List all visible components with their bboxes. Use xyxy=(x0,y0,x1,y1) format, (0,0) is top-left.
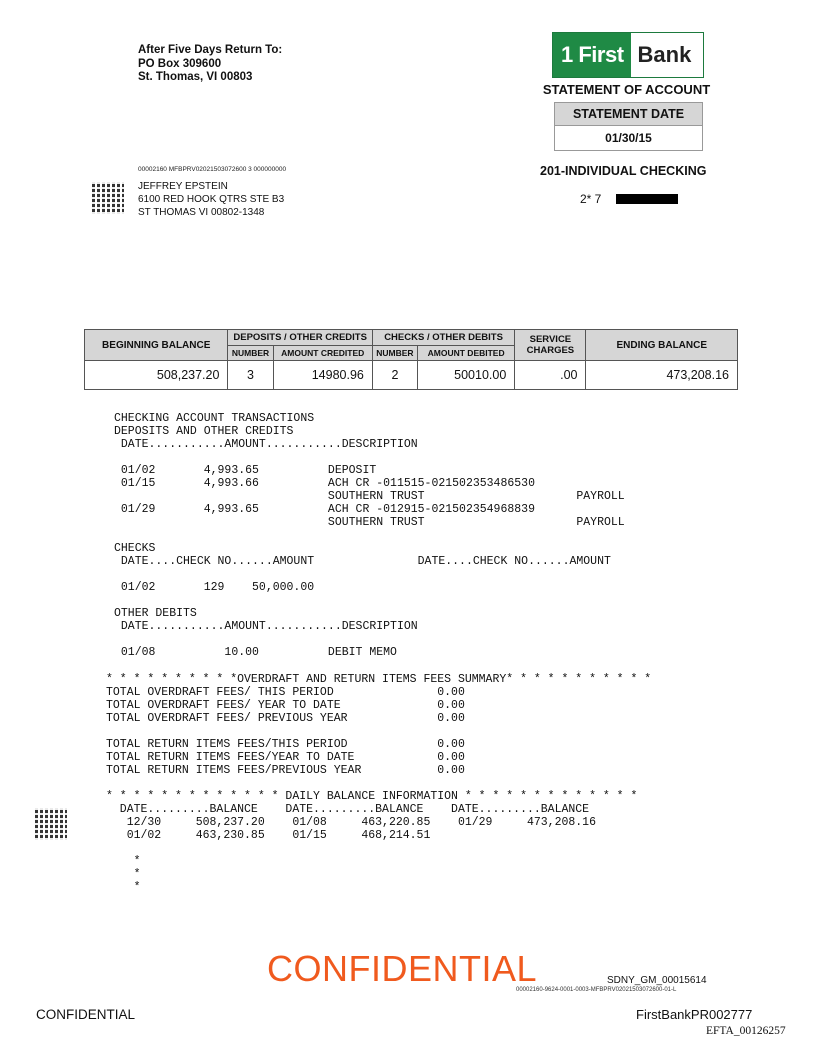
header-chk-number: NUMBER xyxy=(372,346,417,361)
qr-code-icon xyxy=(35,808,67,840)
header-ending-balance: ENDING BALANCE xyxy=(586,330,738,361)
header-amount-credited: AMOUNT CREDITED xyxy=(273,346,372,361)
firstbank-bates: FirstBankPR002777 xyxy=(636,1007,753,1022)
mail-line1: 6100 RED HOOK QTRS STE B3 xyxy=(138,194,285,205)
qr-code-icon xyxy=(92,182,124,214)
logo-bank: Bank xyxy=(637,42,692,67)
statement-title: STATEMENT OF ACCOUNT xyxy=(542,82,711,97)
mail-name: JEFFREY EPSTEIN xyxy=(138,181,228,192)
confidential-label: CONFIDENTIAL xyxy=(36,1007,136,1022)
statement-date-box xyxy=(554,102,703,151)
account-summary-table xyxy=(84,329,738,390)
value-dep-number: 3 xyxy=(228,361,273,390)
statement-date-label: STATEMENT DATE xyxy=(555,103,702,126)
logo-first: 1 First xyxy=(553,33,631,77)
barcode-text: 00002160 MFBPRV02021503072600 3 000000000 xyxy=(138,166,287,173)
return-address-line2: PO Box 309600 xyxy=(138,57,222,70)
bank-logo xyxy=(552,32,704,78)
header-dep-number: NUMBER xyxy=(228,346,273,361)
header-deposits: DEPOSITS / OTHER CREDITS xyxy=(228,330,372,346)
redaction-bar xyxy=(616,194,678,204)
header-beginning-balance: BEGINNING BALANCE xyxy=(85,330,228,361)
reference-code: 00002160-9624-0001-0003-MFBPRV02021503072600-01-L xyxy=(516,987,677,993)
efta-number: EFTA_00126257 xyxy=(706,1025,786,1037)
mailing-address xyxy=(138,180,284,219)
value-dep-amount: 14980.96 xyxy=(273,361,372,390)
account-number: 2* 7 xyxy=(580,192,602,206)
value-beginning-balance: 508,237.20 xyxy=(85,361,228,390)
value-chk-amount: 50010.00 xyxy=(417,361,514,390)
sdny-bates: SDNY_GM_00015614 xyxy=(607,975,707,986)
value-ending-balance: 473,208.16 xyxy=(586,361,738,390)
value-service-charges: .00 xyxy=(515,361,586,390)
return-address xyxy=(138,44,282,85)
transactions-section: CHECKING ACCOUNT TRANSACTIONS DEPOSITS AND OTHER CREDITS DATE...........AMOUNT...........DESCRIPTION 01/02 4,993.65 DEPOSIT 01/15 4,993.66 ACH CR -011515-021502353486530 SOUTHERN TRUST PAYROLL 01/29 4,993.65 ACH CR -012915-021502354968839 SOUTHERN TRUST PAYROLL CHECKS DATE....CHECK NO......AMOUNT DATE....CHECK NO......AMOUNT 01/02 129 50,000.00 OTHER DEBITS DATE...........AMOUNT...........DESCRIPTION 01/08 10.00 DEBIT MEMO xyxy=(114,412,625,659)
return-address-line1: After Five Days Return To: xyxy=(138,44,283,56)
account-type: 201-INDIVIDUAL CHECKING xyxy=(540,164,707,178)
confidential-stamp: CONFIDENTIAL xyxy=(267,948,538,989)
return-address-line3: St. Thomas, VI 00803 xyxy=(138,71,253,83)
header-amount-debited: AMOUNT DEBITED xyxy=(417,346,514,361)
fees-and-balance-section: * * * * * * * * * *OVERDRAFT AND RETURN ITEMS FEES SUMMARY* * * * * * * * * * * TOTAL OVERDRAFT FEES/ THIS PERIOD 0.00 TOTAL OVERDRAFT FEES/ YEAR TO DATE 0.00 TOTAL OVERDRAFT FEES/ PREVIOUS YEAR 0.00 TOTAL RETURN ITEMS FEES/THIS PERIOD 0.00 TOTAL RETURN ITEMS FEES/YEAR TO DATE 0.00 TOTAL RETURN ITEMS FEES/PREVIOUS YEAR 0.00 * * * * * * * * * * * * * DAILY BALANCE INFORMATION * * * * * * * * * * * * * DATE.........BALANCE DATE.........BALANCE DATE.........BALANCE 12/30 508,237.20 01/08 463,220.85 01/29 473,208.16 01/02 463,230.85 01/15 468,214.51 * * * xyxy=(106,673,652,894)
header-service-charges: SERVICE CHARGES xyxy=(515,330,586,361)
header-checks: CHECKS / OTHER DEBITS xyxy=(372,330,514,346)
value-chk-number: 2 xyxy=(372,361,417,390)
mail-line2: ST THOMAS VI 00802-1348 xyxy=(138,207,265,218)
statement-date-value: 01/30/15 xyxy=(605,131,652,145)
